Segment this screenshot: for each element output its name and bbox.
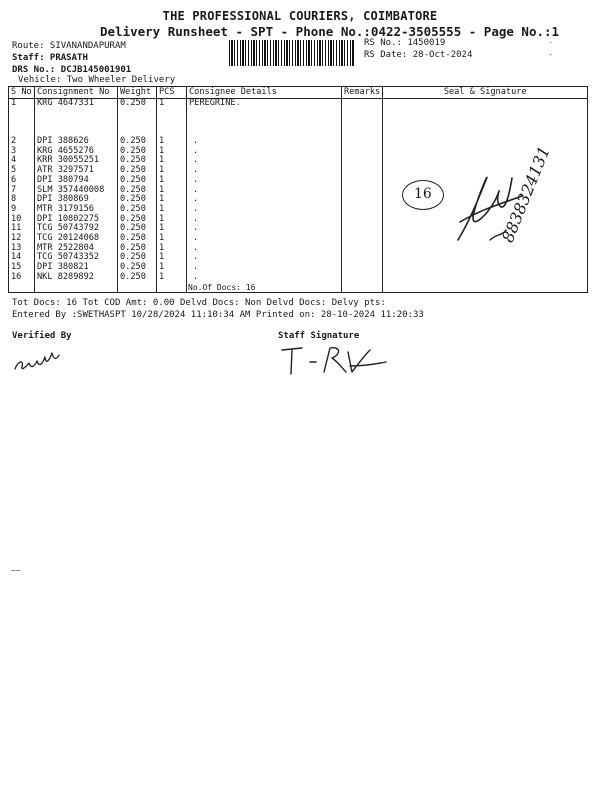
cell-cons: KRG 4647331 (35, 99, 118, 138)
cell-remarks (342, 234, 383, 244)
cell-pcs: 1 (157, 137, 187, 147)
cell-cons: DPI 10802275 (35, 215, 118, 225)
cell-remarks (342, 137, 383, 147)
cell-sno: 12 (9, 234, 35, 244)
cell-seal (383, 147, 588, 157)
rs-date: RS Date: 28-Oct-2024 (364, 50, 473, 60)
cell-sno: 13 (9, 244, 35, 254)
cell-weight: 0.250 (118, 263, 157, 273)
table-header-row (9, 87, 588, 99)
handwritten-phone: 8838324131 (498, 143, 554, 246)
cell-details: . (187, 215, 342, 225)
cell-details: PEREGRINE. (187, 99, 342, 138)
cell-remarks (342, 147, 383, 157)
cell-remarks (342, 166, 383, 176)
cell-sno: 7 (9, 186, 35, 196)
company-title: THE PROFESSIONAL COURIERS, COIMBATORE (162, 9, 438, 23)
cell-remarks (342, 186, 383, 196)
staff-signature-mark (280, 344, 390, 378)
table-row (9, 273, 588, 283)
cell-pcs: 1 (157, 215, 187, 225)
receiver-signature (450, 160, 530, 250)
cell-details: . (187, 137, 342, 147)
cell-pcs: 1 (157, 234, 187, 244)
cell-cons: MTR 2522804 (35, 244, 118, 254)
cell-pcs: 1 (157, 147, 187, 157)
cell-remarks (342, 176, 383, 186)
stray-mark: ~~ (11, 566, 21, 575)
cell-sno: 11 (9, 224, 35, 234)
cell-weight: 0.250 (118, 156, 157, 166)
cell-blank (342, 283, 383, 293)
cell-details: . (187, 253, 342, 263)
table-row (9, 253, 588, 263)
cell-remarks (342, 215, 383, 225)
cell-cons: SLM 357440008 (35, 186, 118, 196)
cell-details: . (187, 224, 342, 234)
cell-weight: 0.250 (118, 195, 157, 205)
cell-pcs: 1 (157, 253, 187, 263)
cell-weight: 0.250 (118, 205, 157, 215)
cell-cons: TCG 50743792 (35, 224, 118, 234)
cell-seal (383, 253, 588, 263)
cell-details: . (187, 244, 342, 254)
cell-cons: NKL 8289892 (35, 273, 118, 283)
edge-mark: - (548, 50, 553, 59)
cell-cons: DPI 380869 (35, 195, 118, 205)
cell-sno: 8 (9, 195, 35, 205)
cell-weight: 0.250 (118, 176, 157, 186)
drs-label: DRS No.: (12, 65, 56, 75)
cell-pcs: 1 (157, 166, 187, 176)
cell-cons: DPI 388626 (35, 137, 118, 147)
cell-blank (35, 283, 118, 293)
cell-seal (383, 99, 588, 138)
cell-details: . (187, 205, 342, 215)
cell-sno: 2 (9, 137, 35, 147)
cell-remarks (342, 273, 383, 283)
cell-sno: 16 (9, 273, 35, 283)
cell-details: . (187, 147, 342, 157)
cell-pcs: 1 (157, 205, 187, 215)
cell-weight: 0.250 (118, 166, 157, 176)
cell-pcs: 1 (157, 156, 187, 166)
cell-details: . (187, 186, 342, 196)
cell-remarks (342, 205, 383, 215)
cell-details: . (187, 273, 342, 283)
edge-mark: - (548, 38, 553, 47)
cell-cons: DPI 380794 (35, 176, 118, 186)
col-weight: Weight (118, 87, 157, 99)
cell-sno: 1 (9, 99, 35, 138)
cell-blank (157, 283, 187, 293)
cell-cons: MTR 3179156 (35, 205, 118, 215)
cell-sno: 9 (9, 205, 35, 215)
cell-remarks (342, 244, 383, 254)
table-row (9, 137, 588, 147)
col-consignment: Consignment No (35, 87, 118, 99)
cell-weight: 0.250 (118, 99, 157, 138)
cell-pcs: 1 (157, 273, 187, 283)
cell-cons: KRR 30055251 (35, 156, 118, 166)
cell-weight: 0.250 (118, 244, 157, 254)
cell-cons: ATR 3297571 (35, 166, 118, 176)
cell-details: . (187, 234, 342, 244)
cell-blank (9, 283, 35, 293)
runsheet-title: Delivery Runsheet - SPT - Phone No.:0422-3505555 - Page No.:1 (100, 24, 560, 39)
cell-remarks (342, 99, 383, 138)
col-seal: Seal & Signature (383, 87, 588, 99)
handwritten-count-circle (402, 180, 444, 210)
cell-blank (383, 283, 588, 293)
cell-seal (383, 273, 588, 283)
cell-cons: DPI 380821 (35, 263, 118, 273)
drs-value: DCJB145001901 (60, 65, 132, 75)
cell-cons: KRG 4655276 (35, 147, 118, 157)
table-row (9, 283, 588, 293)
table-row (9, 99, 588, 138)
cell-seal (383, 263, 588, 273)
staff-label: Staff: PRASATH (12, 53, 88, 63)
entered-by-line: Entered By :SWETHASPT 10/28/2024 11:10:34 AM Printed on: 28-10-2024 11:20:33 (12, 310, 424, 320)
cell-sno: 6 (9, 176, 35, 186)
cell-remarks (342, 253, 383, 263)
cell-weight: 0.250 (118, 215, 157, 225)
cell-weight: 0.250 (118, 224, 157, 234)
cell-blank (118, 283, 157, 293)
col-remarks: Remarks (342, 87, 383, 99)
cell-sno: 10 (9, 215, 35, 225)
cell-pcs: 1 (157, 99, 187, 138)
no-of-docs: No.Of Docs: 16 (188, 283, 256, 292)
cell-pcs: 1 (157, 263, 187, 273)
col-pcs: PCS (157, 87, 187, 99)
cell-pcs: 1 (157, 186, 187, 196)
cell-weight: 0.250 (118, 234, 157, 244)
barcode (229, 40, 355, 66)
table-row (9, 263, 588, 273)
cell-sno: 15 (9, 263, 35, 273)
cell-weight: 0.250 (118, 253, 157, 263)
staff-signature-label: Staff Signature (278, 331, 360, 341)
cell-sno: 14 (9, 253, 35, 263)
cell-weight: 0.250 (118, 186, 157, 196)
cell-sno: 3 (9, 147, 35, 157)
cell-sno: 5 (9, 166, 35, 176)
cell-details: . (187, 263, 342, 273)
cell-weight: 0.250 (118, 147, 157, 157)
cell-details: . (187, 156, 342, 166)
cell-details: . (187, 176, 342, 186)
cell-pcs: 1 (157, 244, 187, 254)
cell-cons: TCG 50743352 (35, 253, 118, 263)
cell-details: . (187, 195, 342, 205)
cell-weight: 0.250 (118, 273, 157, 283)
cell-pcs: 1 (157, 195, 187, 205)
verified-by-signature (12, 345, 62, 375)
cell-cons: TCG 20124068 (35, 234, 118, 244)
cell-remarks (342, 224, 383, 234)
cell-pcs: 1 (157, 224, 187, 234)
cell-details: . (187, 166, 342, 176)
vehicle-label: Vehicle: Two Wheeler Delivery (18, 75, 176, 85)
cell-remarks (342, 195, 383, 205)
cell-seal (383, 137, 588, 147)
rs-number: RS No.: 1450019 (364, 38, 446, 48)
col-consignee: Consignee Details (187, 87, 342, 99)
cell-pcs: 1 (157, 176, 187, 186)
totals-line: Tot Docs: 16 Tot COD Amt: 0.00 Delvd Docs: Non Delvd Docs: Delvy pts: (12, 298, 386, 308)
drs-number (12, 65, 131, 75)
cell-remarks (342, 263, 383, 273)
handwritten-count: 16 (414, 186, 432, 202)
col-sno: S No (9, 87, 35, 99)
verified-by-label: Verified By (12, 331, 72, 341)
cell-remarks (342, 156, 383, 166)
cell-sno: 4 (9, 156, 35, 166)
route-label: Route: SIVANANDAPURAM (12, 41, 126, 51)
cell-weight: 0.250 (118, 137, 157, 147)
